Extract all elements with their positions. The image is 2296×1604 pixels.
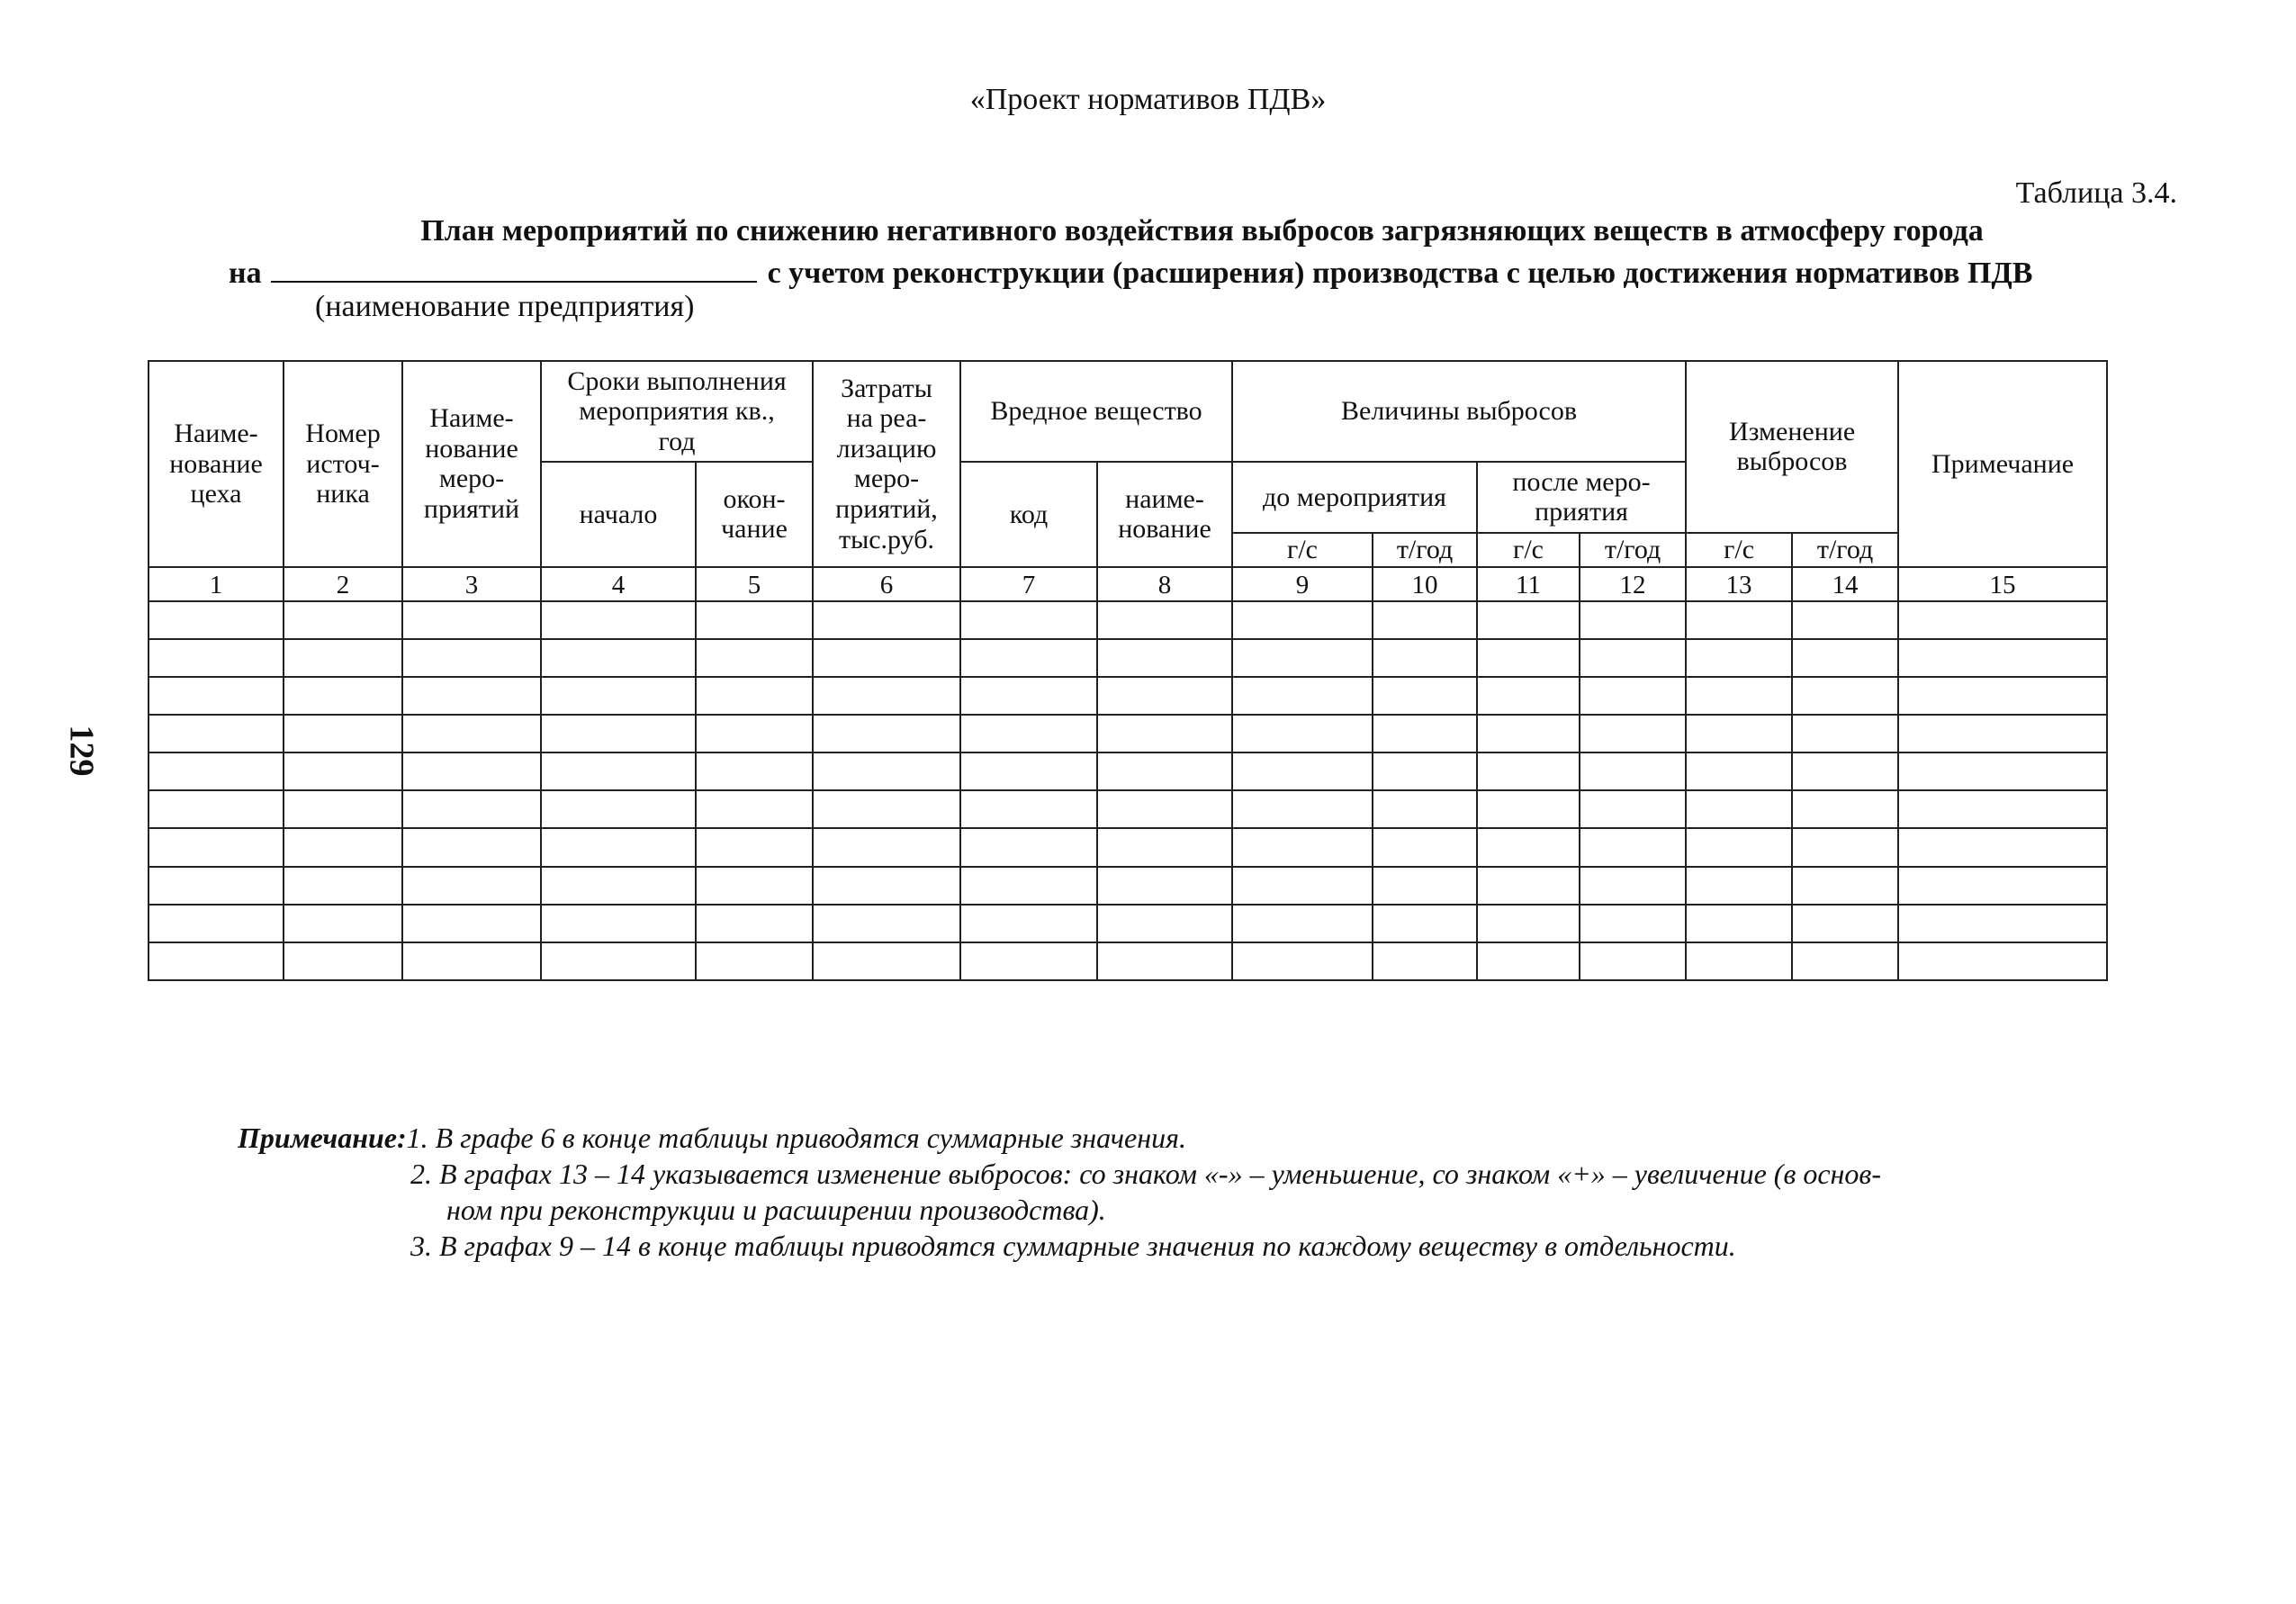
table-cell [1373, 639, 1477, 677]
table-cell [696, 828, 813, 866]
table-row [149, 905, 2107, 942]
table-row [149, 715, 2107, 752]
note-3: 3. В графах 9 – 14 в конце таблицы приводятся суммарные значения по каждому веществу в отдельности. [410, 1230, 1736, 1262]
table-cell [1580, 905, 1686, 942]
header-change-tyr: т/год [1792, 533, 1898, 567]
page-number: 129 [62, 725, 101, 777]
column-number-5: 5 [696, 567, 813, 601]
table-cell [284, 942, 402, 980]
header-after-tyr: т/год [1580, 533, 1686, 567]
table-number: Таблица 3.4. [2015, 176, 2177, 210]
table-cell [1792, 942, 1898, 980]
measures-plan-table [148, 360, 2108, 981]
table-cell [1097, 828, 1232, 866]
table-cell [284, 715, 402, 752]
table-cell [541, 752, 696, 790]
table-row [149, 942, 2107, 980]
table-cell [402, 601, 541, 639]
table-cell [1232, 867, 1373, 905]
column-number-11: 11 [1477, 567, 1580, 601]
table-row [149, 828, 2107, 866]
table-cell [813, 942, 960, 980]
header-before-measure [1232, 462, 1477, 532]
table-cell [1232, 677, 1373, 715]
table-row [149, 752, 2107, 790]
table-cell [696, 715, 813, 752]
table-cell [1097, 601, 1232, 639]
header-note [1898, 361, 2107, 567]
table-cell [1097, 752, 1232, 790]
column-number-row [149, 567, 2107, 601]
table-cell [1097, 905, 1232, 942]
table-cell [1686, 752, 1792, 790]
table-cell [960, 790, 1097, 828]
table-cell [1580, 942, 1686, 980]
table-cell [960, 601, 1097, 639]
enterprise-name-blank [271, 254, 757, 283]
table-cell [1898, 677, 2107, 715]
table-cell [1792, 867, 1898, 905]
header-text: Величины выбросов [1341, 396, 1578, 427]
header-start [541, 462, 696, 566]
table-row [149, 601, 2107, 639]
table-cell [149, 639, 284, 677]
table-cell [960, 905, 1097, 942]
table-cell [541, 601, 696, 639]
table-cell [284, 639, 402, 677]
table-cell [149, 601, 284, 639]
header-shop-name [149, 361, 284, 567]
table-cell [402, 867, 541, 905]
note-1: Примечание:1. В графе 6 в конце таблицы приводятся суммарные значения. [238, 1122, 1186, 1154]
table-cell [1232, 601, 1373, 639]
column-number-7: 7 [960, 567, 1097, 601]
table-cell [1477, 639, 1580, 677]
header-text: Вредное вещество [990, 396, 1202, 427]
header-before-gs: г/с [1232, 533, 1373, 567]
table-cell [149, 752, 284, 790]
table-cell [1898, 715, 2107, 752]
header-substance-name [1097, 462, 1232, 566]
table-cell [960, 942, 1097, 980]
column-number-10: 10 [1373, 567, 1477, 601]
header-after-gs: г/с [1477, 533, 1580, 567]
table-cell [1686, 942, 1792, 980]
table-cell [1792, 715, 1898, 752]
table-cell [402, 639, 541, 677]
table-cell [1898, 905, 2107, 942]
table-cell [541, 639, 696, 677]
table-cell [402, 677, 541, 715]
column-number-2: 2 [284, 567, 402, 601]
table-cell [541, 828, 696, 866]
table-title-line-2 [229, 254, 2032, 291]
table-cell [960, 639, 1097, 677]
header-text: окон- чание [721, 483, 788, 545]
table-cell [1792, 601, 1898, 639]
table-cell [1477, 905, 1580, 942]
header-text: Наиме- нование цеха [169, 418, 263, 509]
column-number-15: 15 [1898, 567, 2107, 601]
table-cell [402, 942, 541, 980]
table-cell [960, 828, 1097, 866]
table-cell [541, 905, 696, 942]
table-cell [1898, 639, 2107, 677]
table-cell [1477, 828, 1580, 866]
table-cell [402, 715, 541, 752]
table-cell [149, 942, 284, 980]
table-cell [1232, 752, 1373, 790]
table-cell [284, 752, 402, 790]
table-cell [149, 715, 284, 752]
table-cell [696, 790, 813, 828]
header-text: Изменение выбросов [1728, 416, 1856, 477]
table-cell [1898, 601, 2107, 639]
enterprise-name-caption: (наименование предприятия) [315, 290, 695, 323]
table-cell [284, 677, 402, 715]
table-cell [696, 905, 813, 942]
header-text: наиме- нование [1118, 483, 1211, 545]
table-cell [1580, 867, 1686, 905]
header-measure-name [402, 361, 541, 567]
table-cell [960, 867, 1097, 905]
table-cell [696, 677, 813, 715]
table-cell [1477, 752, 1580, 790]
table-cell [1898, 790, 2107, 828]
table-cell [1580, 639, 1686, 677]
table-cell [696, 752, 813, 790]
header-before-tyr: т/год [1373, 533, 1477, 567]
table-cell [1097, 942, 1232, 980]
note-2-continued: ном при реконструкции и расширении производства). [446, 1194, 1106, 1226]
table-cell [1792, 790, 1898, 828]
table-cell [1580, 828, 1686, 866]
table-cell [149, 828, 284, 866]
table-cell [1792, 752, 1898, 790]
header-text: код [1009, 499, 1049, 529]
header-text: Сроки выполнения мероприятия кв., год [567, 365, 787, 456]
header-source-number [284, 361, 402, 567]
table-cell [1898, 828, 2107, 866]
column-number-9: 9 [1232, 567, 1373, 601]
table-cell [1232, 639, 1373, 677]
column-number-13: 13 [1686, 567, 1792, 601]
table-cell [1097, 677, 1232, 715]
column-number-14: 14 [1792, 567, 1898, 601]
table-row [149, 677, 2107, 715]
header-emission-change [1686, 361, 1898, 533]
column-number-6: 6 [813, 567, 960, 601]
header-text: Номер источ- ника [305, 418, 381, 509]
table-cell [1373, 677, 1477, 715]
table-cell [1373, 601, 1477, 639]
table-cell [1373, 790, 1477, 828]
table-cell [813, 639, 960, 677]
table-cell [1232, 828, 1373, 866]
table-cell [1580, 601, 1686, 639]
table-cell [1686, 867, 1792, 905]
table-cell [284, 905, 402, 942]
table-cell [402, 752, 541, 790]
table-cell [696, 639, 813, 677]
header-text: до мероприятия [1263, 482, 1446, 512]
header-text: Примечание [1931, 448, 2075, 479]
table-cell [149, 790, 284, 828]
table-cell [1477, 942, 1580, 980]
table-cell [1373, 942, 1477, 980]
column-number-12: 12 [1580, 567, 1686, 601]
table-cell [1232, 905, 1373, 942]
header-text: начало [579, 499, 658, 529]
table-cell [1686, 677, 1792, 715]
table-cell [1898, 867, 2107, 905]
column-number-8: 8 [1097, 567, 1232, 601]
title-suffix: с учетом реконструкции (расширения) производства с целью достижения нормативов ПДВ [767, 257, 2033, 290]
table-cell [541, 677, 696, 715]
column-number-3: 3 [402, 567, 541, 601]
table-cell [813, 752, 960, 790]
column-number-4: 4 [541, 567, 696, 601]
table-cell [696, 867, 813, 905]
table-cell [1686, 601, 1792, 639]
table-cell [813, 867, 960, 905]
table-cell [1898, 942, 2107, 980]
table-title-line-1: План мероприятий по снижению негативного воздействия выбросов загрязняющих веществ в атмосферу города [420, 214, 1984, 248]
header-text: Наиме- нование меро- приятий [423, 403, 520, 524]
header-end [696, 462, 813, 566]
table-cell [813, 828, 960, 866]
table-cell [1097, 715, 1232, 752]
table-cell [1477, 601, 1580, 639]
table-cell [1792, 677, 1898, 715]
table-cell [1792, 828, 1898, 866]
table-cell [1686, 715, 1792, 752]
table-cell [813, 715, 960, 752]
table-cell [284, 828, 402, 866]
table-row [149, 790, 2107, 828]
note-2: 2. В графах 13 – 14 указывается изменение выбросов: со знаком «-» – уменьшение, со знаком «+» – увеличение (в основ- [410, 1158, 1881, 1190]
table-cell [1097, 639, 1232, 677]
table-cell [541, 790, 696, 828]
table-cell [1373, 905, 1477, 942]
notes-lead: Примечание: [238, 1122, 407, 1154]
table-cell [1580, 715, 1686, 752]
header-harmful-substance [960, 361, 1232, 462]
table-cell [1373, 828, 1477, 866]
empty-table-body [149, 601, 2107, 980]
header-terms [541, 361, 813, 462]
header-substance-code [960, 462, 1097, 566]
table-cell [284, 790, 402, 828]
title-prefix: на [229, 257, 262, 290]
table-cell [1477, 790, 1580, 828]
table-cell [1580, 790, 1686, 828]
table-cell [696, 942, 813, 980]
table-cell [284, 867, 402, 905]
header-change-gs: г/с [1686, 533, 1792, 567]
table-cell [960, 677, 1097, 715]
table-cell [1686, 828, 1792, 866]
table-cell [960, 715, 1097, 752]
table-cell [1373, 715, 1477, 752]
table-cell [1477, 677, 1580, 715]
table-cell [149, 867, 284, 905]
table-cell [813, 790, 960, 828]
table-cell [541, 867, 696, 905]
header-text: Затраты на реа- лизацию меро- приятий, тыс.руб. [835, 373, 938, 554]
table-cell [1792, 639, 1898, 677]
table-row [149, 639, 2107, 677]
table-cell [1232, 790, 1373, 828]
table-cell [541, 715, 696, 752]
table-cell [696, 601, 813, 639]
table-cell [813, 601, 960, 639]
table-cell [1580, 677, 1686, 715]
table-cell [1232, 715, 1373, 752]
table-cell [1373, 752, 1477, 790]
table-cell [402, 828, 541, 866]
table-row [149, 867, 2107, 905]
header-cost [813, 361, 960, 567]
table-cell [1792, 905, 1898, 942]
table-cell [1097, 867, 1232, 905]
table-cell [541, 942, 696, 980]
table-cell [1580, 752, 1686, 790]
header-after-measure [1477, 462, 1686, 532]
table-cell [284, 601, 402, 639]
table-cell [1686, 790, 1792, 828]
notes [238, 1120, 1881, 1264]
table-cell [1686, 639, 1792, 677]
document-header: «Проект нормативов ПДВ» [969, 83, 1327, 116]
table-cell [1232, 942, 1373, 980]
table-cell [1373, 867, 1477, 905]
table-cell [960, 752, 1097, 790]
table-cell [402, 790, 541, 828]
table-cell [1686, 905, 1792, 942]
header-emission-values [1232, 361, 1686, 462]
header-text: после меро- приятия [1512, 466, 1651, 527]
table-cell [149, 677, 284, 715]
table-cell [1477, 867, 1580, 905]
column-number-1: 1 [149, 567, 284, 601]
table-cell [813, 905, 960, 942]
table-cell [1898, 752, 2107, 790]
table-cell [1097, 790, 1232, 828]
table-cell [402, 905, 541, 942]
table-cell [813, 677, 960, 715]
table-cell [149, 905, 284, 942]
table-cell [1477, 715, 1580, 752]
